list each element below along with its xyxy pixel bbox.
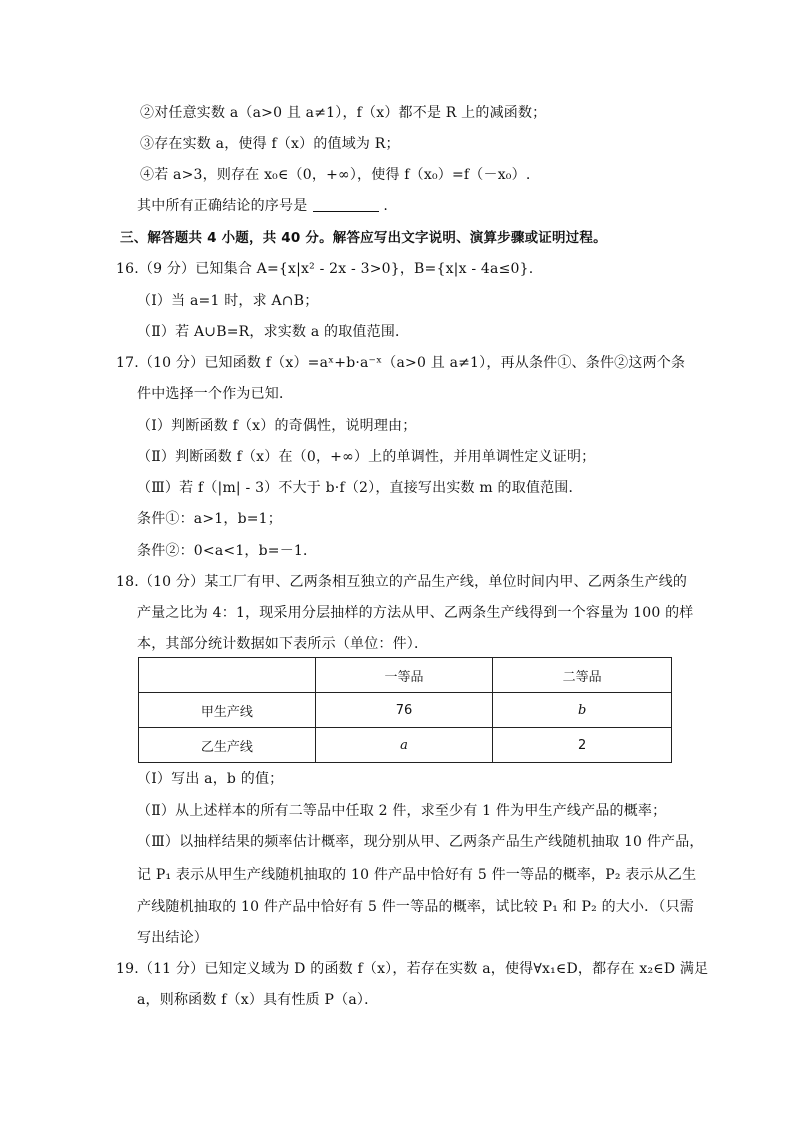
- statement-3: ③存在实数 a，使得 f（x）的值域为 R；: [140, 136, 400, 152]
- q18-part-3-line-1: （Ⅲ）以抽样结果的频率估计概率，现分别从甲、乙两条产品生产线随机抽取 10 件产品，: [137, 834, 704, 850]
- statement-4: ④若 a>3，则存在 x₀∈（0，+∞），使得 f（x₀）=f（－x₀）.: [140, 167, 531, 183]
- table-cell: a: [315, 728, 493, 763]
- q18-part-3-line-2: 记 P₁ 表示从甲生产线随机抽取的 10 件产品中恰好有 5 件一等品的概率，P₂ 表示从乙生: [137, 867, 697, 883]
- table-cell: 甲生产线: [139, 693, 316, 728]
- table-cell: 76: [315, 693, 493, 728]
- table-cell: 乙生产线: [139, 728, 316, 763]
- q17-part-1: （Ⅰ）判断函数 f（x）的奇偶性，说明理由；: [137, 418, 417, 434]
- q19-stem-line-2: a，则称函数 f（x）具有性质 P（a）．: [137, 992, 379, 1008]
- table-header-cell: 一等品: [315, 658, 493, 693]
- q17-stem-line-2: 件中选择一个作为已知．: [137, 386, 294, 402]
- answer-blank: [313, 197, 379, 212]
- q16-part-2: （Ⅱ）若 A∪B=R，求实数 a 的取值范围．: [137, 324, 410, 340]
- q18-stem-line-3: 本，其部分统计数据如下表所示（单位：件）．: [137, 636, 429, 652]
- q17-stem-line-1: 17.（10 分）已知函数 f（x）=aˣ+b·a⁻ˣ（a>0 且 a≠1），再从条件①、条件②这两个条: [116, 355, 686, 371]
- fill-in-prompt: [137, 197, 388, 215]
- table-cell: b: [493, 693, 672, 728]
- statement-2: ②对任意实数 a（a>0 且 a≠1），f（x）都不是 R 上的减函数；: [140, 105, 547, 121]
- q18-stem-line-1: 18.（10 分）某工厂有甲、乙两条相互独立的产品生产线，单位时间内甲、乙两条生产线的: [116, 574, 688, 590]
- fill-in-period: .: [383, 198, 389, 214]
- table-cell: 2: [493, 728, 672, 763]
- table-row: [139, 693, 672, 728]
- q18-stem-line-2: 产量之比为 4：1，现采用分层抽样的方法从甲、乙两条生产线得到一个容量为 100 的样: [137, 605, 694, 621]
- q18-part-3-line-4: 写出结论）: [137, 930, 208, 946]
- table-header-cell: [139, 658, 316, 693]
- q17-condition-2: 条件②：0<a<1，b=－1．: [137, 543, 318, 559]
- q19-stem-line-1: 19.（11 分）已知定义域为 D 的函数 f（x），若存在实数 a，使得∀x₁∈D，都存在 x₂∈D 满足: [116, 961, 709, 977]
- q18-part-1: （Ⅰ）写出 a，b 的值；: [137, 771, 284, 787]
- section-heading: 三、解答题共 4 小题，共 40 分。解答应写出文字说明、演算步骤或证明过程。: [120, 230, 607, 246]
- q17-condition-1: 条件①：a>1，b=1；: [137, 511, 282, 527]
- q16-part-1: （Ⅰ）当 a=1 时，求 A∩B；: [137, 293, 319, 309]
- q18-part-3-line-3: 产线随机抽取的 10 件产品中恰好有 5 件一等品的概率，试比较 P₁ 和 P₂ 的大小．（只需: [137, 899, 694, 915]
- table-header-cell: 二等品: [493, 658, 672, 693]
- q18-part-2: （Ⅱ）从上述样本的所有二等品中任取 2 件，求至少有 1 件为甲生产线产品的概率；: [137, 803, 667, 819]
- q16-stem: 16.（9 分）已知集合 A={x|x² - 2x - 3>0}，B={x|x - 4a≤0}.: [116, 261, 534, 277]
- q17-part-3: （Ⅲ）若 f（|m| - 3）不大于 b·f（2），直接写出实数 m 的取值范围．: [137, 480, 583, 496]
- fill-in-text: 其中所有正确结论的序号是: [137, 198, 308, 214]
- q17-part-2: （Ⅱ）判断函数 f（x）在（0，+∞）上的单调性，并用单调性定义证明；: [137, 449, 596, 465]
- table-row: [139, 728, 672, 763]
- statistics-table: [138, 657, 672, 763]
- table-header-row: [139, 658, 672, 693]
